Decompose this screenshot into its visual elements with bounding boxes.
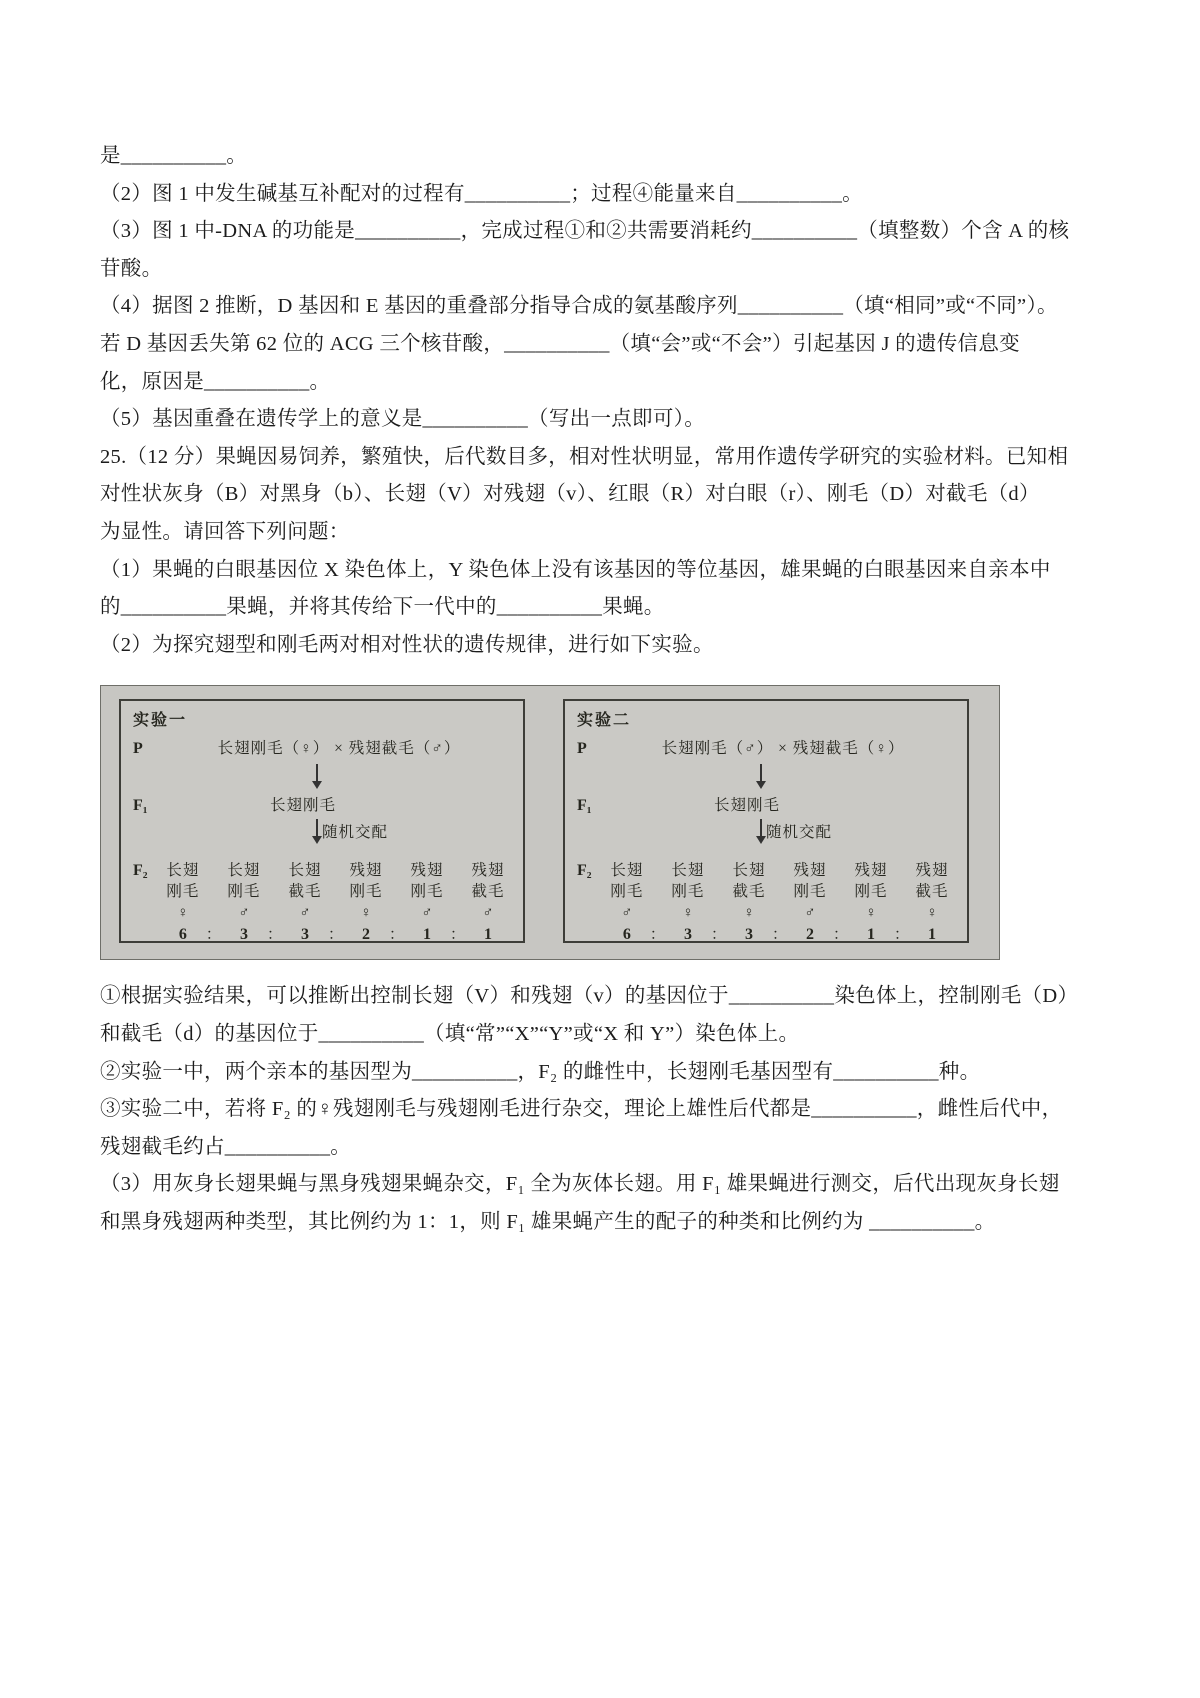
f2-column bbox=[726, 860, 772, 946]
f2-results-table bbox=[160, 860, 511, 946]
text-line: 对性状灰身（B）对黑身（b）、长翅（V）对残翅（v）、红眼（R）对白眼（r）、刚毛（D）对截毛（d） bbox=[100, 483, 1040, 506]
f2-column bbox=[465, 860, 511, 946]
question-text-top bbox=[100, 138, 1110, 664]
f2-sex: ♀ bbox=[926, 905, 938, 922]
f1-generation-row bbox=[133, 794, 511, 818]
f2-column bbox=[282, 860, 328, 946]
f2-wing: 长翅 bbox=[166, 862, 200, 880]
text-line: 残翅截毛约占__________。 bbox=[100, 1135, 352, 1158]
f2-bristle: 截毛 bbox=[471, 883, 505, 901]
f2-sex: ♀ bbox=[865, 905, 877, 922]
f2-wing: 长翅 bbox=[732, 862, 766, 880]
p-generation-row bbox=[133, 737, 511, 761]
f2-results-table bbox=[604, 860, 955, 946]
f2-bristle: 刚毛 bbox=[227, 883, 261, 901]
f2-bristle: 刚毛 bbox=[793, 883, 827, 901]
f2-generation-label: F₂ bbox=[133, 862, 148, 880]
random-mating-arrow-row bbox=[760, 818, 955, 854]
question-text-bottom bbox=[100, 978, 1110, 1241]
f2-column bbox=[404, 860, 450, 946]
parent-cross-text: 长翅刚毛（♀） × 残翅截毛（♂） bbox=[217, 740, 461, 758]
text-line: 和截毛（d）的基因位于__________（填“常”“X”“Y”或“X 和 Y”）染色体上。 bbox=[100, 1022, 800, 1045]
experiment-1-title: 实验一 bbox=[133, 712, 188, 730]
f2-generation-row bbox=[133, 860, 511, 946]
text-line: 苷酸。 bbox=[100, 257, 163, 280]
f1-generation-label: F₁ bbox=[577, 797, 592, 815]
f2-ratio-value: 3 bbox=[744, 926, 753, 944]
f2-wing: 残翅 bbox=[410, 862, 444, 880]
f2-wing: 长翅 bbox=[671, 862, 705, 880]
ratio-colon: ： bbox=[893, 927, 909, 944]
p-generation-label: P bbox=[133, 740, 143, 758]
f2-ratio-value: 3 bbox=[239, 926, 248, 944]
f2-column bbox=[848, 860, 894, 946]
f2-sex: ♀ bbox=[743, 905, 755, 922]
experiment-2-box bbox=[563, 699, 969, 943]
random-mating-label: 随机交配 bbox=[766, 824, 833, 842]
f2-ratio-value: 2 bbox=[361, 926, 370, 944]
figure-band bbox=[100, 685, 1000, 960]
f2-sex: ♂ bbox=[299, 905, 311, 922]
text-line: （4）据图 2 推断，D 基因和 E 基因的重叠部分指导合成的氨基酸序列__________（填“相同”或“不同”）。 bbox=[100, 295, 1058, 318]
f2-generation-row bbox=[577, 860, 955, 946]
f2-generation-label: F₂ bbox=[577, 862, 592, 880]
f2-sex: ♂ bbox=[421, 905, 433, 922]
f2-column bbox=[604, 860, 650, 946]
f2-ratio-value: 3 bbox=[300, 926, 309, 944]
f2-wing: 残翅 bbox=[349, 862, 383, 880]
f2-ratio-value: 2 bbox=[805, 926, 814, 944]
experiment-2-title: 实验二 bbox=[577, 712, 632, 730]
f2-sex: ♀ bbox=[360, 905, 372, 922]
ratio-colon: ： bbox=[266, 927, 282, 944]
f2-bristle: 刚毛 bbox=[671, 883, 705, 901]
exam-document-page bbox=[100, 138, 1110, 1241]
parent-cross-text: 长翅刚毛（♂） × 残翅截毛（♀） bbox=[661, 740, 905, 758]
text-line: （2）图 1 中发生碱基互补配对的过程有__________；过程④能量来自__________。 bbox=[100, 182, 863, 205]
text-line: （5）基因重叠在遗传学上的意义是__________（写出一点即可）。 bbox=[100, 408, 705, 431]
random-mating-label: 随机交配 bbox=[322, 824, 389, 842]
f2-bristle: 截毛 bbox=[915, 883, 949, 901]
f2-bristle: 截毛 bbox=[732, 883, 766, 901]
f2-sex: ♂ bbox=[482, 905, 494, 922]
f2-column bbox=[343, 860, 389, 946]
f2-sex: ♂ bbox=[804, 905, 816, 922]
text-line: 化，原因是__________。 bbox=[100, 370, 331, 393]
down-arrow-icon bbox=[316, 819, 318, 841]
ratio-colon: ： bbox=[388, 927, 404, 944]
text-line: 是__________。 bbox=[100, 145, 248, 167]
f2-ratio-value: 1 bbox=[928, 926, 936, 944]
down-arrow-icon bbox=[760, 819, 762, 841]
down-arrow-icon bbox=[316, 764, 318, 786]
text-line: （2）为探究翅型和刚毛两对相对性状的遗传规律，进行如下实验。 bbox=[100, 633, 714, 656]
f2-column bbox=[665, 860, 711, 946]
text-line: （1）果蝇的白眼基因位 X 染色体上，Y 染色体上没有该基因的等位基因，雄果蝇的白眼基因来自亲本中 bbox=[100, 558, 1051, 581]
f2-column bbox=[909, 860, 955, 946]
f2-wing: 长翅 bbox=[288, 862, 322, 880]
ratio-colon: ： bbox=[771, 927, 787, 944]
f2-column bbox=[787, 860, 833, 946]
f2-ratio-value: 6 bbox=[178, 926, 187, 944]
ratio-colon: ： bbox=[832, 927, 848, 944]
f2-column bbox=[221, 860, 267, 946]
f2-bristle: 刚毛 bbox=[610, 883, 644, 901]
f2-ratio-value: 6 bbox=[622, 926, 631, 944]
down-arrow-icon bbox=[760, 764, 762, 786]
f1-phenotype: 长翅刚毛 bbox=[713, 797, 780, 815]
f1-generation-label: F₁ bbox=[133, 797, 148, 815]
f2-wing: 长翅 bbox=[610, 862, 644, 880]
f1-phenotype: 长翅刚毛 bbox=[269, 797, 336, 815]
p-generation-label: P bbox=[577, 740, 587, 758]
text-line: 若 D 基因丢失第 62 位的 ACG 三个核苷酸，__________（填“会”或“不会”）引起基因 J 的遗传信息变 bbox=[100, 332, 1020, 355]
f2-sex: ♂ bbox=[621, 905, 633, 922]
f2-wing: 残翅 bbox=[854, 862, 888, 880]
text-line: ②实验一中，两个亲本的基因型为__________，F₂ 的雌性中，长翅刚毛基因型有__________种。 bbox=[100, 1060, 981, 1083]
f2-bristle: 刚毛 bbox=[349, 883, 383, 901]
experiment-1-box bbox=[119, 699, 525, 943]
text-line: 25.（12 分）果蝇因易饲养，繁殖快，后代数目多，相对性状明显，常用作遗传学研究的实验材料。已知相 bbox=[100, 445, 1069, 468]
f2-column bbox=[160, 860, 206, 946]
f2-bristle: 截毛 bbox=[288, 883, 322, 901]
f1-generation-row bbox=[577, 794, 955, 818]
text-line: 的__________果蝇，并将其传给下一代中的__________果蝇。 bbox=[100, 596, 665, 619]
text-line: （3）用灰身长翅果蝇与黑身残翅果蝇杂交，F₁ 全为灰体长翅。用 F₁ 雄果蝇进行测交，后代出现灰身长翅 bbox=[100, 1173, 1060, 1196]
f2-bristle: 刚毛 bbox=[854, 883, 888, 901]
ratio-colon: ： bbox=[449, 927, 465, 944]
f2-bristle: 刚毛 bbox=[166, 883, 200, 901]
text-line: 和黑身残翅两种类型，其比例约为 1：1，则 F₁ 雄果蝇产生的配子的种类和比例约为 __________。 bbox=[100, 1210, 996, 1233]
p-generation-row bbox=[577, 737, 955, 761]
f2-wing: 残翅 bbox=[471, 862, 505, 880]
random-mating-arrow-row bbox=[316, 818, 511, 854]
text-line: ③实验二中，若将 F₂ 的♀残翅刚毛与残翅刚毛进行杂交，理论上雄性后代都是__________，雌性后代中， bbox=[100, 1098, 1063, 1121]
f2-sex: ♀ bbox=[177, 905, 189, 922]
text-line: 为显性。请回答下列问题： bbox=[100, 520, 350, 543]
f2-wing: 残翅 bbox=[793, 862, 827, 880]
f2-ratio-value: 1 bbox=[422, 926, 431, 944]
text-line: ①根据实验结果，可以推断出控制长翅（V）和残翅（v）的基因位于__________染色体上，控制刚毛（D） bbox=[100, 985, 1079, 1008]
text-line: （3）图 1 中-DNA 的功能是__________，完成过程①和②共需要消耗约__________（填整数）个含 A 的核 bbox=[100, 220, 1070, 243]
f2-sex: ♂ bbox=[238, 905, 250, 922]
ratio-colon: ： bbox=[649, 927, 665, 944]
ratio-colon: ： bbox=[327, 927, 343, 944]
ratio-colon: ： bbox=[205, 927, 221, 944]
f2-ratio-value: 3 bbox=[683, 926, 692, 944]
f2-wing: 长翅 bbox=[227, 862, 261, 880]
f2-ratio-value: 1 bbox=[866, 926, 875, 944]
ratio-colon: ： bbox=[710, 927, 726, 944]
f2-bristle: 刚毛 bbox=[410, 883, 444, 901]
f2-sex: ♀ bbox=[682, 905, 694, 922]
f2-ratio-value: 1 bbox=[484, 926, 492, 944]
f2-wing: 残翅 bbox=[915, 862, 949, 880]
